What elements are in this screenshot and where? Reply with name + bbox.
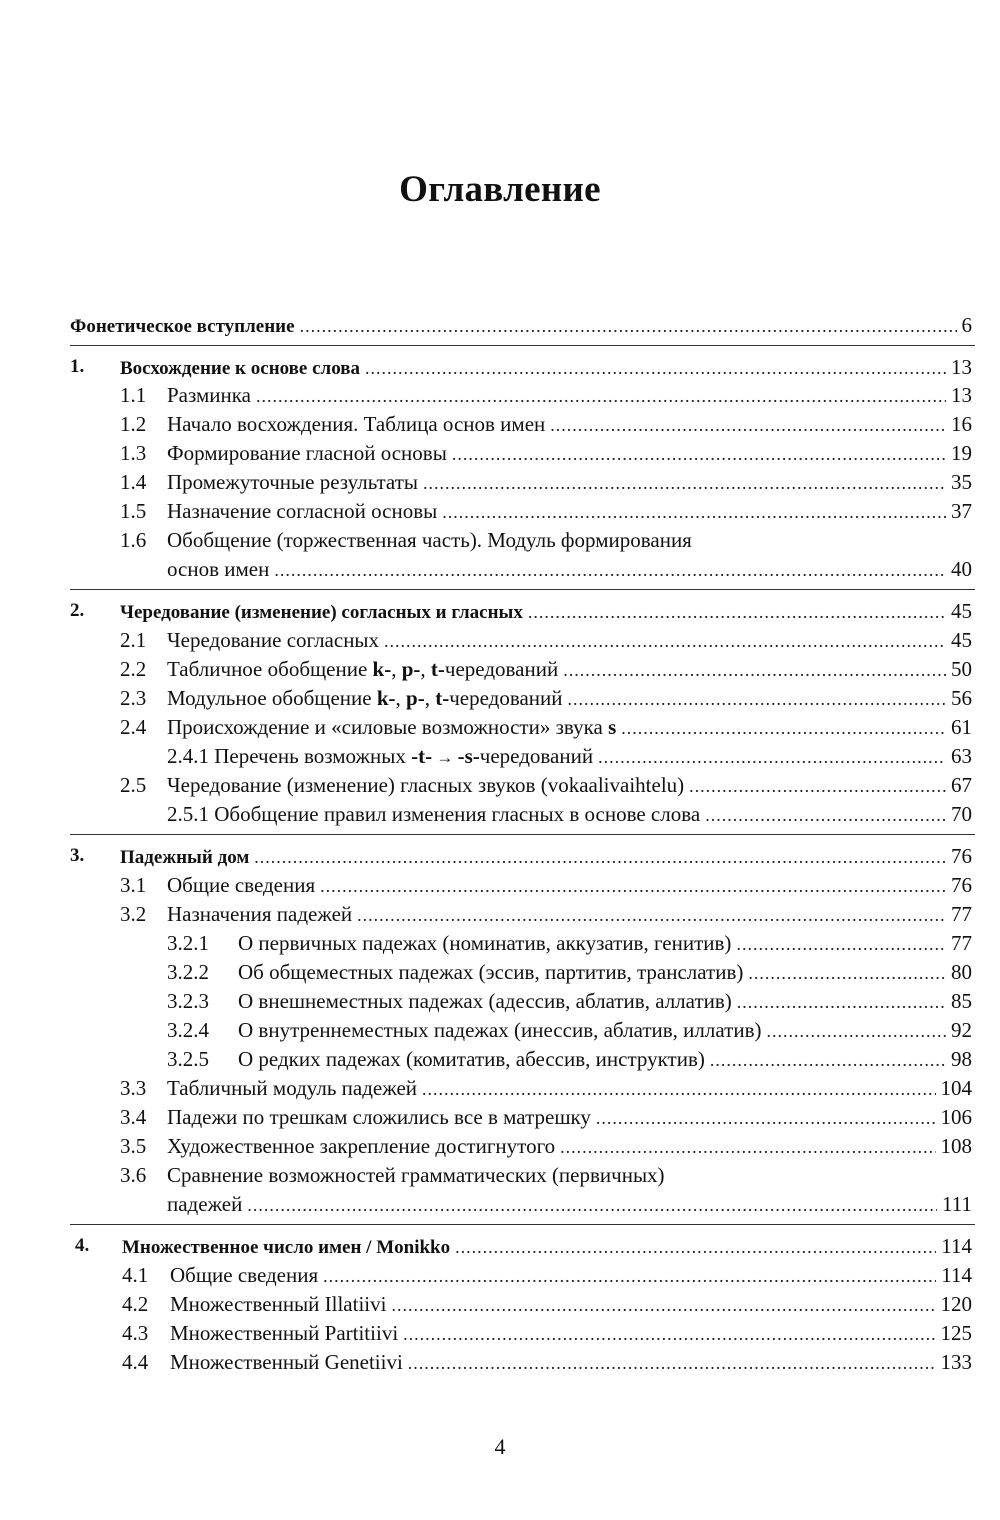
- toc-entry-page: 40: [951, 557, 972, 581]
- toc-entry-title: Модульное обобщение k-, p-, t-чередований: [167, 686, 563, 710]
- toc-entry-page: 67: [951, 773, 972, 797]
- dot-leader: [274, 555, 946, 585]
- toc-entry: [0, 928, 1000, 958]
- dot-leader: [710, 1045, 946, 1075]
- toc-entry: [0, 870, 1000, 900]
- toc-entry: [0, 1102, 1000, 1132]
- toc-entry-number: 1.: [70, 356, 85, 377]
- toc-entry: [0, 1131, 1000, 1161]
- toc-entry-number: 3.3: [120, 1076, 147, 1100]
- toc-entry: [0, 986, 1000, 1016]
- toc-entry-title: Назначение согласной основы: [167, 499, 438, 523]
- toc-entry-title: Художественное закрепление достигнутого: [167, 1134, 556, 1158]
- toc-entry-page: 76: [951, 873, 972, 897]
- toc-entry-number: 1.5: [120, 499, 147, 523]
- dot-leader: [560, 1132, 935, 1162]
- toc-entry-number: 3.1: [120, 873, 147, 897]
- dot-leader: [596, 1103, 936, 1133]
- dot-leader: [247, 1190, 937, 1220]
- toc-entry-number: 1.4: [120, 470, 147, 494]
- toc-entry-number: 4.1: [122, 1263, 149, 1287]
- toc-entry: [0, 712, 1000, 742]
- toc-entry-page: 85: [951, 989, 972, 1013]
- toc-entry-title: Падежный дом: [120, 847, 250, 868]
- section-divider: [70, 1224, 975, 1225]
- toc-entry-page: 111: [942, 1192, 972, 1216]
- toc-entry-number: 2.5: [120, 773, 147, 797]
- toc-entry-page: 16: [951, 412, 972, 436]
- toc-entry-title: Обобщение (торжественная часть). Модуль формирования: [167, 528, 692, 552]
- toc-entry: [0, 438, 1000, 468]
- toc-entry-title: Сравнение возможностей грамматических (первичных): [167, 1163, 665, 1187]
- toc-entry-number: 4.2: [122, 1292, 149, 1316]
- dot-leader: [736, 929, 946, 959]
- toc-entry-page: 104: [940, 1076, 972, 1100]
- toc-entry-page: 50: [951, 657, 972, 681]
- dot-leader: [689, 771, 946, 801]
- toc-entry-title: О внешнеместных падежах (адессив, аблатив, аллатив): [238, 989, 732, 1013]
- page-number: 4: [494, 1434, 506, 1459]
- page-title: Оглавление: [399, 169, 601, 210]
- section-divider: [70, 834, 975, 835]
- toc-entry: [0, 1073, 1000, 1103]
- toc-entry-title: 2.5.1 Обобщение правил изменения гласных в основе слова: [167, 802, 701, 826]
- toc-entry: [0, 525, 1000, 555]
- toc-entry-title: Назначения падежей: [167, 902, 353, 926]
- toc-entry: [0, 1160, 1000, 1190]
- toc-entry-page: 61: [951, 715, 972, 739]
- toc-entry: [0, 496, 1000, 526]
- toc-entry-number: 3.2.5: [167, 1047, 209, 1071]
- toc-entry-title: основ имен: [167, 557, 270, 581]
- toc-entry: [0, 770, 1000, 800]
- toc-entry-number: 3.2.4: [167, 1018, 209, 1042]
- toc-entry-number: 1.6: [120, 528, 147, 552]
- toc-entry-page: 70: [951, 802, 972, 826]
- toc-entry-page: 106: [940, 1105, 972, 1129]
- toc-entry-title: Общие сведения: [167, 873, 316, 897]
- toc-entry-page: 35: [951, 470, 972, 494]
- toc-entry: [0, 409, 1000, 439]
- dot-leader: [254, 842, 946, 872]
- dot-leader: [598, 742, 946, 772]
- toc-entry: [0, 467, 1000, 497]
- toc-entry-page: 45: [951, 628, 972, 652]
- toc-entry: [0, 899, 1000, 929]
- toc-entry-title: Начало восхождения. Таблица основ имен: [167, 412, 546, 436]
- toc-entry-title: Множественный Partitiivi: [170, 1321, 399, 1345]
- toc-entry-title: Множественный Genetiivi: [170, 1350, 403, 1374]
- toc-entry-number: 1.2: [120, 412, 147, 436]
- toc-entry: [0, 596, 1000, 626]
- dot-leader: [455, 1232, 936, 1262]
- toc-entry-title: Об общеместных падежах (эссив, партитив, транслатив): [238, 960, 744, 984]
- toc-entry-title: Чередование (изменение) согласных и гласных: [120, 602, 523, 623]
- toc-entry-page: 92: [951, 1018, 972, 1042]
- dot-leader: [300, 311, 957, 341]
- dot-leader: [705, 800, 946, 830]
- toc-entry-title: Восхождение к основе слова: [120, 358, 360, 379]
- toc-entry-page: 19: [951, 441, 972, 465]
- toc-entry: [0, 554, 1000, 584]
- toc-entry-title: О первичных падежах (номинатив, аккузатив, генитив): [238, 931, 732, 955]
- toc-entry: [0, 1318, 1000, 1348]
- toc-entry-page: 13: [951, 355, 972, 379]
- section-divider: [70, 589, 975, 590]
- dot-leader: [528, 597, 946, 627]
- toc-entry: [0, 841, 1000, 871]
- toc-entry-title: О редких падежах (комитатив, абессив, инструктив): [238, 1047, 705, 1071]
- toc-entry: [0, 625, 1000, 655]
- dot-leader: [403, 1319, 935, 1349]
- toc-entry-page: 56: [951, 686, 972, 710]
- dot-leader: [323, 1261, 936, 1291]
- toc-entry-number: 4.3: [122, 1321, 149, 1345]
- toc-entry: [0, 352, 1000, 382]
- dot-leader: [563, 655, 946, 685]
- toc-entry: [0, 1289, 1000, 1319]
- toc-entry-number: 3.5: [120, 1134, 147, 1158]
- section-divider: [70, 345, 975, 346]
- toc-entry-number: 2.2: [120, 657, 147, 681]
- toc-entry-number: 3.2.1: [167, 931, 209, 955]
- dot-leader: [391, 1290, 935, 1320]
- dot-leader: [568, 684, 946, 714]
- toc-entry: [0, 310, 1000, 340]
- toc-entry-number: 2.1: [120, 628, 147, 652]
- toc-entry-page: 120: [940, 1292, 972, 1316]
- toc-entry-page: 37: [951, 499, 972, 523]
- dot-leader: [422, 1074, 935, 1104]
- toc-entry-title: 2.4.1 Перечень возможных -t- → -s-чередований: [167, 744, 594, 768]
- toc-entry-title: Падежи по трешкам сложились все в матрешку: [167, 1105, 591, 1129]
- toc-entry: [0, 799, 1000, 829]
- toc-entry: [0, 741, 1000, 771]
- toc-entry-number: 3.: [70, 845, 85, 866]
- toc-entry-page: 125: [940, 1321, 972, 1345]
- toc-entry-number: 2.4: [120, 715, 147, 739]
- toc-entry-page: 114: [941, 1234, 972, 1258]
- toc-entry: [0, 1231, 1000, 1261]
- toc-entry-page: 133: [940, 1350, 972, 1374]
- toc-entry-title: падежей: [167, 1192, 243, 1216]
- dot-leader: [357, 900, 946, 930]
- toc-entry-number: 1.1: [120, 383, 147, 407]
- dot-leader: [442, 497, 946, 527]
- toc-entry-title: Общие сведения: [170, 1263, 319, 1287]
- toc-entry-page: 77: [951, 902, 972, 926]
- dot-leader: [550, 410, 946, 440]
- toc-entry-title: Промежуточные результаты: [167, 470, 418, 494]
- toc-entry-title: Множественное число имен / Monikko: [122, 1237, 451, 1258]
- toc-entry: [0, 1347, 1000, 1377]
- toc-entry: [0, 1044, 1000, 1074]
- toc-entry: [0, 654, 1000, 684]
- toc-entry: [0, 1189, 1000, 1219]
- toc-entry-number: 4.: [75, 1235, 90, 1256]
- dot-leader: [748, 958, 946, 988]
- toc-entry-title: Множественный Illatiivi: [170, 1292, 387, 1316]
- toc-entry-title: Чередование согласных: [167, 628, 380, 652]
- dot-leader: [452, 439, 946, 469]
- toc-entry-page: 63: [951, 744, 972, 768]
- toc-entry: [0, 683, 1000, 713]
- toc-entry: [0, 1260, 1000, 1290]
- toc-entry-number: 3.2.2: [167, 960, 209, 984]
- dot-leader: [737, 987, 946, 1017]
- toc-entry-number: 1.3: [120, 441, 147, 465]
- dot-leader: [384, 626, 946, 656]
- toc-entry: [0, 1015, 1000, 1045]
- toc-entry-title: О внутреннеместных падежах (инессив, аблатив, иллатив): [238, 1018, 762, 1042]
- toc-entry: [0, 380, 1000, 410]
- toc-entry: [0, 957, 1000, 987]
- arrow-icon: →: [432, 748, 458, 767]
- dot-leader: [766, 1016, 946, 1046]
- toc-entry-title: Формирование гласной основы: [167, 441, 447, 465]
- toc-entry-title: Разминка: [167, 383, 251, 407]
- toc-entry-number: 2.: [70, 600, 85, 621]
- toc-entry-page: 108: [940, 1134, 972, 1158]
- dot-leader: [256, 381, 946, 411]
- toc-entry-page: 76: [951, 844, 972, 868]
- toc-entry-page: 6: [961, 313, 972, 337]
- toc-entry-page: 13: [951, 383, 972, 407]
- toc-entry-title: Чередование (изменение) гласных звуков (vokaalivaihtelu): [167, 773, 685, 797]
- toc-entry-page: 77: [951, 931, 972, 955]
- toc-entry-number: 3.2: [120, 902, 147, 926]
- toc-entry-page: 45: [951, 599, 972, 623]
- dot-leader: [320, 871, 946, 901]
- toc-entry-title: Происхождение и «силовые возможности» звука s: [167, 715, 617, 739]
- toc-entry-page: 98: [951, 1047, 972, 1071]
- dot-leader: [621, 713, 946, 743]
- toc-entry-number: 3.2.3: [167, 989, 209, 1013]
- toc-entry-title: Табличный модуль падежей: [167, 1076, 418, 1100]
- dot-leader: [423, 468, 946, 498]
- toc-entry-page: 80: [951, 960, 972, 984]
- toc-entry-number: 3.6: [120, 1163, 147, 1187]
- toc-entry-page: 114: [941, 1263, 972, 1287]
- toc-entry-number: 2.3: [120, 686, 147, 710]
- dot-leader: [365, 353, 946, 383]
- toc-entry-title: Табличное обобщение k-, p-, t-чередований: [167, 657, 559, 681]
- toc-entry-title: Фонетическое вступление: [70, 316, 295, 337]
- toc-entry-number: 4.4: [122, 1350, 149, 1374]
- toc-entry-number: 3.4: [120, 1105, 147, 1129]
- dot-leader: [408, 1348, 936, 1378]
